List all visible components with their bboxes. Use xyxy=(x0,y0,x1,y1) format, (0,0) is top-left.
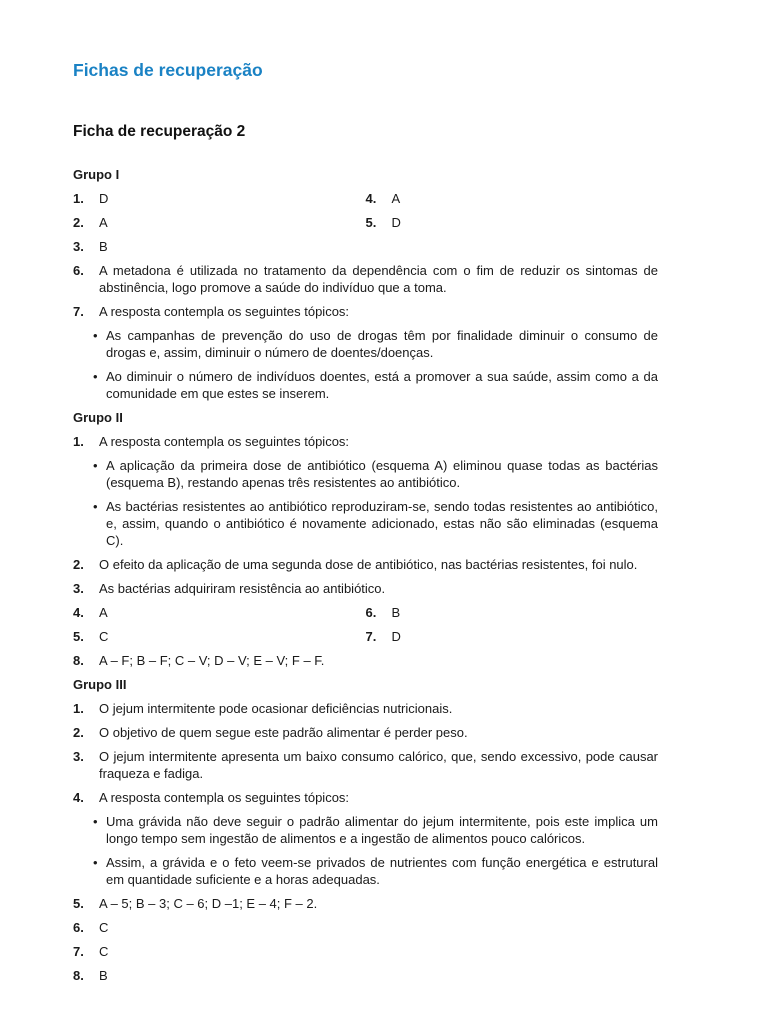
answer-text: A – 5; B – 3; C – 6; D –1; E – 4; F – 2. xyxy=(99,896,318,911)
answer-text: C xyxy=(99,629,109,644)
answer-number: 2. xyxy=(73,557,84,572)
answer-text: O jejum intermitente apresenta um baixo consumo calórico, que, sendo excessivo, pode causar fraqueza e fadiga. xyxy=(99,749,658,781)
answer-text: O objetivo de quem segue este padrão alimentar é perder peso. xyxy=(99,725,468,740)
bullet-item xyxy=(93,457,658,491)
answer-number: 2. xyxy=(73,725,84,740)
bullet-text: Uma grávida não deve seguir o padrão alimentar do jejum intermitente, pois este implica um longo tempo sem ingestão de alimentos e a ingestão de alimentos pouco calóricos. xyxy=(106,814,658,846)
answer-text: A metadona é utilizada no tratamento da dependência com o fim de reduzir os sintomas de abstinência, logo promove a saúde do indivíduo que a toma. xyxy=(99,263,658,295)
answer-text: As bactérias adquiriram resistência ao antibiótico. xyxy=(99,581,386,596)
bullet-icon: • xyxy=(93,855,98,870)
answer-item xyxy=(366,214,659,231)
answer-item xyxy=(366,604,659,621)
answer-item xyxy=(366,190,659,207)
answer-number: 5. xyxy=(73,629,84,644)
answer-item xyxy=(73,433,658,450)
answer-text: A xyxy=(391,191,401,206)
bullet-icon: • xyxy=(93,328,98,343)
answer-item xyxy=(73,303,658,320)
bullet-icon: • xyxy=(93,458,98,473)
answer-item xyxy=(73,748,658,782)
answer-number: 6. xyxy=(73,920,84,935)
group-title: Grupo I xyxy=(73,167,120,182)
answer-item xyxy=(73,943,658,960)
answer-text: A resposta contempla os seguintes tópicos: xyxy=(99,434,350,449)
answer-number: 5. xyxy=(365,215,377,230)
answer-number: 1. xyxy=(73,701,84,716)
answer-row xyxy=(73,604,658,621)
answer-row xyxy=(73,238,658,255)
answer-item xyxy=(73,628,366,645)
answer-text: A xyxy=(99,605,108,620)
answer-text: D xyxy=(391,215,401,230)
answer-item xyxy=(73,724,658,741)
answer-number: 3. xyxy=(73,749,84,764)
answer-text: O jejum intermitente pode ocasionar deficiências nutricionais. xyxy=(99,701,453,716)
bullet-text: As campanhas de prevenção do uso de drogas têm por finalidade diminuir o consumo de drogas e, assim, diminuir o número de doentes/doenças. xyxy=(106,328,658,360)
answer-item xyxy=(366,628,659,645)
answer-text: C xyxy=(99,920,109,935)
answer-text: D xyxy=(391,629,401,644)
answer-number: 7. xyxy=(73,944,84,959)
bullet-item xyxy=(93,854,658,888)
answer-item xyxy=(73,652,658,669)
answer-row xyxy=(73,628,658,645)
answer-item xyxy=(73,214,366,231)
answer-number: 6. xyxy=(365,605,377,620)
bullet-icon: • xyxy=(93,369,98,384)
answer-text: A resposta contempla os seguintes tópicos: xyxy=(99,304,350,319)
answer-text: D xyxy=(99,191,109,206)
answer-text: O efeito da aplicação de uma segunda dose de antibiótico, nas bactérias resistentes, foi nulo. xyxy=(99,557,638,572)
bullet-icon: • xyxy=(93,814,98,829)
answer-item xyxy=(73,919,658,936)
bullet-text: As bactérias resistentes ao antibiótico reproduziram-se, sendo todas resistentes ao antibiótico, e, assim, quando o antibiótico é novamente adicionado, estas não são eliminadas (esquema C). xyxy=(106,499,658,548)
answer-item xyxy=(73,238,388,255)
answer-number: 4. xyxy=(73,605,84,620)
answer-item xyxy=(73,604,366,621)
answer-text: B xyxy=(99,239,108,254)
answer-item xyxy=(73,190,366,207)
answers-content xyxy=(73,166,658,991)
answer-number: 7. xyxy=(365,629,377,644)
answer-number: 8. xyxy=(73,968,84,983)
answer-item xyxy=(73,967,658,984)
section-title: Fichas de recuperação xyxy=(73,60,263,80)
answer-item xyxy=(73,556,658,573)
answer-number: 2. xyxy=(73,215,84,230)
answer-text: A resposta contempla os seguintes tópicos: xyxy=(99,790,350,805)
answer-item xyxy=(73,700,658,717)
answer-text: A – F; B – F; C – V; D – V; E – V; F – F. xyxy=(99,653,325,668)
bullet-item xyxy=(93,368,658,402)
answer-number: 3. xyxy=(73,581,84,596)
group-title: Grupo III xyxy=(73,677,127,692)
answer-number: 4. xyxy=(73,790,84,805)
answer-text: B xyxy=(99,968,108,983)
answer-number: 5. xyxy=(73,896,84,911)
bullet-item xyxy=(93,813,658,847)
bullet-text: A aplicação da primeira dose de antibiótico (esquema A) eliminou quase todas as bactérias (esquema B), restando apenas três resistentes ao antibiótico. xyxy=(106,458,658,490)
bullet-text: Ao diminuir o número de indivíduos doentes, está a promover a sua saúde, assim como a da comunidade em que estes se inserem. xyxy=(106,369,658,401)
bullet-icon: • xyxy=(93,499,98,514)
answer-number: 8. xyxy=(73,653,84,668)
answer-text: B xyxy=(391,605,401,620)
answer-number: 1. xyxy=(73,434,84,449)
answer-row xyxy=(73,214,658,231)
answer-text: A xyxy=(99,215,108,230)
answer-number: 1. xyxy=(73,191,84,206)
answer-text: C xyxy=(99,944,109,959)
answer-number: 3. xyxy=(73,239,84,254)
answer-row xyxy=(73,190,658,207)
answer-item xyxy=(73,789,658,806)
answer-number: 4. xyxy=(365,191,377,206)
group-title: Grupo II xyxy=(73,410,123,425)
answer-item xyxy=(73,895,658,912)
answer-number: 6. xyxy=(73,263,84,278)
answer-item xyxy=(73,262,658,296)
bullet-item xyxy=(93,498,658,549)
sheet-title: Ficha de recuperação 2 xyxy=(73,123,246,140)
bullet-text: Assim, a grávida e o feto veem-se privados de nutrientes com função energética e estrutural em quantidade suficiente e a horas adequadas. xyxy=(106,855,658,887)
bullet-item xyxy=(93,327,658,361)
answer-item xyxy=(73,580,658,597)
answer-number: 7. xyxy=(73,304,84,319)
